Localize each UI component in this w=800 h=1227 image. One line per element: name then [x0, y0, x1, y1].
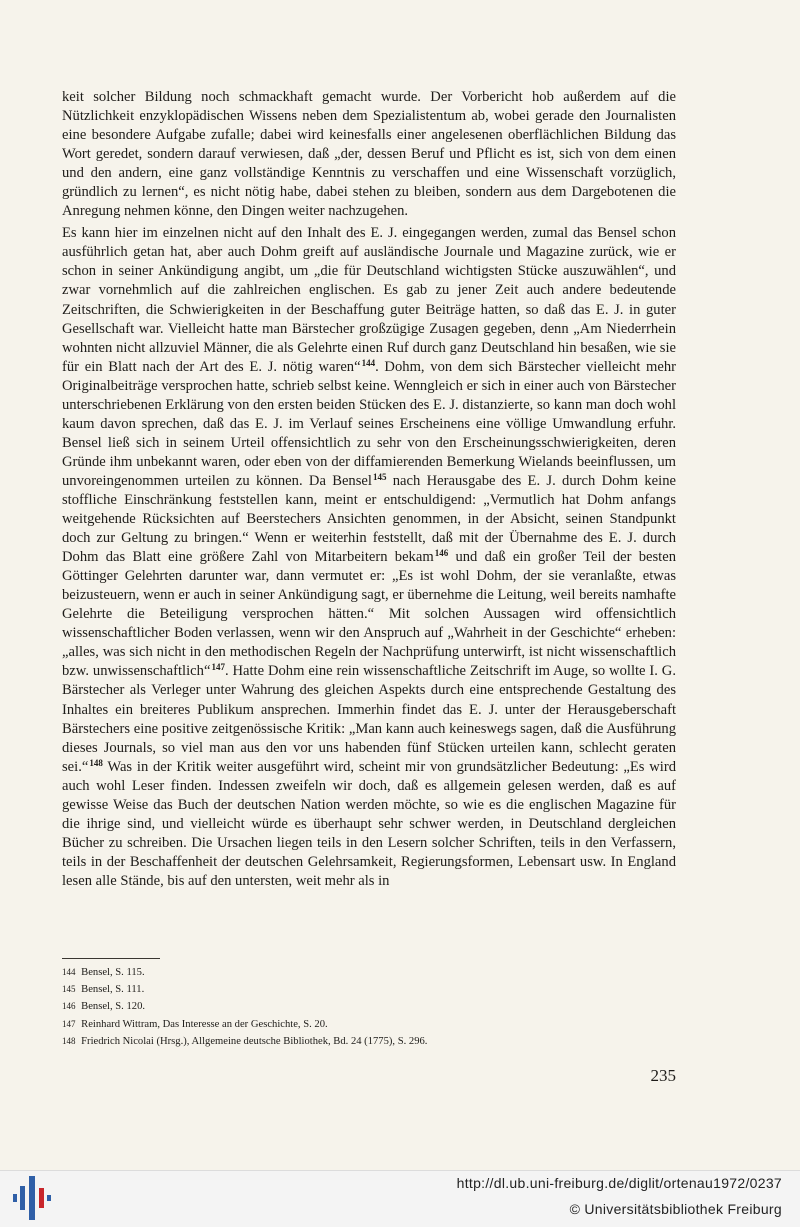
footnote-text: Bensel, S. 120. — [81, 1001, 146, 1013]
footnote-ref-147: 147 — [211, 662, 225, 673]
paragraph-2-part-d: und daß ein großer Teil der besten Göttinger Gelehrten darunter war, dann vermutet er: „Es ist wohl Dohm, der sie veranlaßte, etwas beizusteuern, wenn er auch in seiner Ankündigung sagt, er übernehme die Leitung, weil bereits namhafte Gelehrte die Beteiligung versprochen hätten.“ Mit solchen Aussagen wird offensichtlich wissenschaftlicher Boden verlassen, wenn wir den Anspruch auf „Wahrheit in der Geschichte“ erheben: „alles, was sich nicht in den methodischen Regeln der Nachprüfung unterwirft, ist nicht wissenschaftlich bzw. unwissenschaftlich“ — [62, 549, 676, 680]
footnote-ref-144: 144 — [361, 357, 376, 368]
footnote-divider — [62, 958, 160, 959]
paragraph-2-part-b: . Dohm, von dem sich Bärstecher vielleicht mehr Originalbeiträge versprochen hatte, schrieb selbst keine. Wenngleich er sich in einer auch von Bärstecher unterschriebenen Erklärung von den ersten beiden Stücken des E. J. distanzierte, so kann man doch wohl kaum davon sprechen, daß das E. J. im Verlauf seines Erscheinens eine völlige Umwandlung erfuhr. Bensel ließ sich in seinem Urteil offensichtlich zu sehr von den Erscheinungsschwierigkeiten, deren Gründe ihm unbekannt waren, oder eben von der diffamierenden Bemerkung Wielands beeinflussen, um unvoreingenommen urteilen zu können. Da Bensel — [62, 358, 676, 489]
footnote-item — [62, 1016, 676, 1033]
paragraph-2-part-e: . Hatte Dohm eine rein wissenschaftliche Zeitschrift im Auge, so wollte I. G. Bärstecher als Verleger unter Wahrung des gleichen Aspekts durch eine entsprechende Gestaltung des Inhaltes ein breiteres Publikum ansprechen. Immerhin findet das E. J. unter der Herausgeberschaft Bärstechers eine positive zeitgenössische Kritik: „Man kann auch keineswegs sagen, daß die Ausführung dieses Journals, so viel man aus den vor uns habenden fünf Stücken urteilen kann, schlecht geraten sei.“ — [62, 663, 676, 775]
footnote-ref-145: 145 — [372, 471, 387, 482]
paragraph-2 — [62, 224, 676, 891]
library-logo-icon — [12, 1174, 52, 1222]
footer-copyright: © Universitätsbibliothek Freiburg — [569, 1201, 782, 1217]
footnote-text: Friedrich Nicolai (Hrsg.), Allgemeine deutsche Bibliothek, Bd. 24 (1775), S. 296. — [81, 1035, 428, 1047]
footnote-text: Bensel, S. 111. — [81, 984, 145, 996]
footnote-number: 144 — [62, 967, 76, 977]
footnote-item — [62, 1033, 676, 1050]
page-number: 235 — [650, 1066, 676, 1085]
footnote-text: Reinhard Wittram, Das Interesse an der Geschichte, S. 20. — [81, 1018, 328, 1030]
footnote-item — [62, 998, 676, 1015]
footnote-ref-146: 146 — [434, 548, 449, 559]
paragraph-2-part-a: Es kann hier im einzelnen nicht auf den Inhalt des E. J. eingegangen werden, zumal das Bensel schon ausführlich getan hat, aber auch Dohm greift auf ausländische Journale und Magazine zurück, wie er schon in seiner Ankündigung angibt, um „die für Deutschland wichtigsten Stücke auszuwählen“, und zwar vornehmlich auf die zahlreichen englischen. Es gab zu jener Zeit auch andere bedeutende Zeitschriften, die Schwierigkeiten in der Beschaffung guter Beiträge hatten, so daß das E. J. in guter Gesellschaft war. Vielleicht hatte man Bärstecher großzügige Zusagen gegeben, denn „Am Niederrhein wohnten nicht allzuviel Männer, die als Gelehrte einen Ruf durch ganz Deutschland hin besaßen, wie sie für ein Blatt nach der Art des E. J. nötig waren“ — [62, 225, 676, 375]
footnote-item — [62, 981, 676, 998]
footnote-ref-148: 148 — [89, 757, 103, 768]
footnote-number: 148 — [62, 1035, 76, 1046]
footnotes — [62, 964, 676, 1050]
footnote-item — [62, 964, 676, 981]
footnote-number: 147 — [62, 1018, 76, 1029]
footnote-text: Bensel, S. 115. — [81, 967, 145, 978]
paragraph-2-part-f: Was in der Kritik weiter ausgeführt wird, scheint mir von grundsätzlicher Bedeutung: „Es wird auch wohl Leser finden. Indessen zweifeln wir doch, daß es allgemein gelesen werden, daß es auf gewisse Weise das Buch der deutschen Nation werden möchte, so wie es die englischen Magazine für die ihrige sind, und vielleicht würde es überhaupt sehr schwer werden, in Deutschland dergleichen Bücher zu schreiben. Die Ursachen liegen teils in den Lesern solcher Schriften, teils in den Verfassern, teils in der Beschaffenheit der deutschen Gelehrsamkeit, Regierungsformen, Lebensart usw. In England lesen alle Stände, bis auf den untersten, weit mehr als in — [62, 758, 676, 889]
paragraph-1: keit solcher Bildung noch schmackhaft gemacht wurde. Der Vorbericht hob außerdem auf die Nützlichkeit enzyklopädischen Wissens neben dem Spezialistentum ab, wobei gerade den Journalisten eine besondere Aufgabe zufalle; dabei wird keinesfalls einer angelesenen oberflächlichen Bildung das Wort geredet, sondern darauf verwiesen, daß „der, dessen Beruf und Pflicht es ist, sich von dem einen und den andern, eine ganz vollständige Kenntnis zu verschaffen und eine Wissenschaft vorzüglich, gründlich zu lernen“, es nicht nötig habe, dabei stehen zu bleiben, sondern aus dem Dargebotenen die Anregung nehmen könne, den Dingen weiter nachzugehen. — [62, 89, 676, 220]
body-text — [62, 88, 676, 891]
footer-url-link[interactable]: http://dl.ub.uni-freiburg.de/diglit/ortenau1972/0237 — [456, 1175, 782, 1191]
footnote-number: 146 — [62, 1001, 76, 1012]
footnote-number: 145 — [62, 984, 76, 995]
paragraph-2-part-c: nach Herausgabe des E. J. durch Dohm keine stoffliche Einschränkung feststellen kann, meint er entschuldigend: „Vermutlich hat Dohm anfangs weitgehende Rücksichten auf Beerstechers Ansichten genommen, in der Absicht, seinen Standpunkt doch zur Geltung zu bringen.“ Wenn er weiterhin feststellt, daß mit der Übernahme des E. J. durch Dohm das Blatt eine größere Zahl von Mitarbeitern bekam — [62, 472, 676, 566]
